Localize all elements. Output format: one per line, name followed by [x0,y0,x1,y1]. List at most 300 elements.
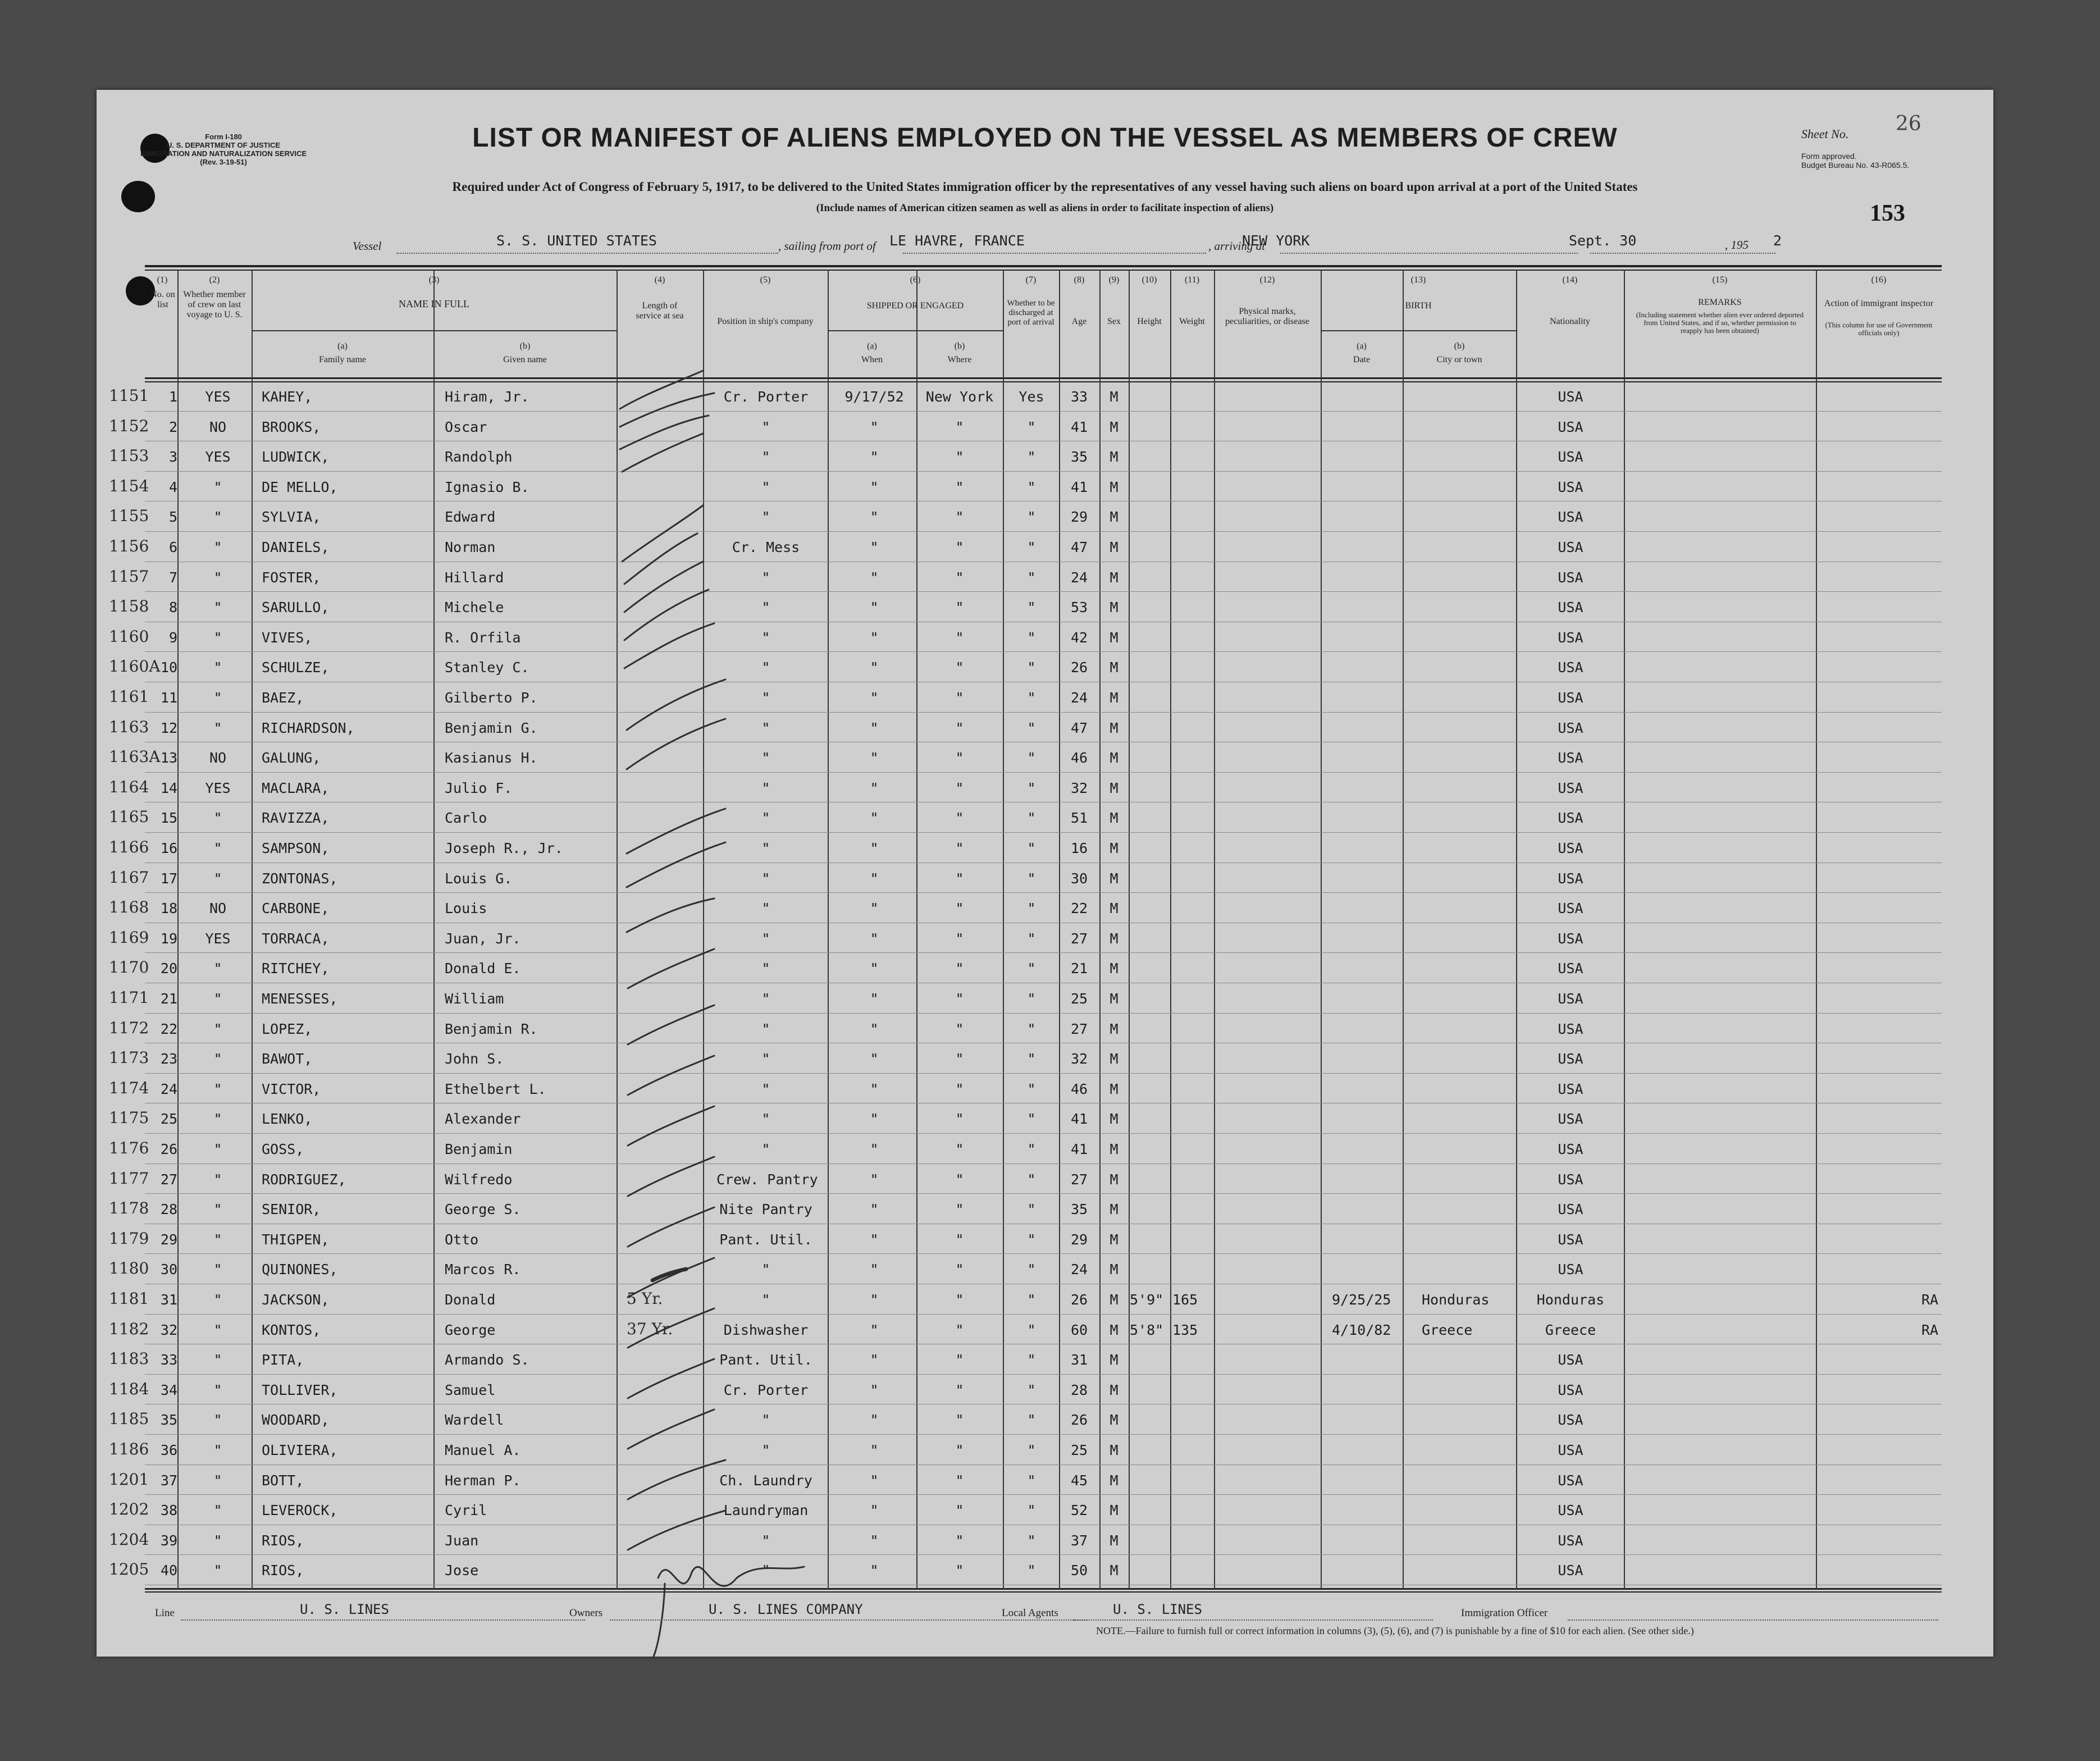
given-name: Randolph [445,449,513,466]
ref-number: 1180 [109,1259,149,1278]
age: 24 [1070,1261,1088,1278]
height: 5'8" [1130,1321,1164,1338]
to-be-discharged: " [1027,960,1036,977]
list-number: 33 [160,1352,177,1368]
shipped-where: " [955,599,964,616]
ref-number: 1155 [109,507,149,526]
age: 16 [1070,840,1088,856]
weight: 135 [1172,1321,1198,1338]
family-name: LENKO, [262,1111,313,1128]
shipped-when: " [870,1562,879,1579]
ref-number: 1202 [109,1500,149,1519]
shipped-where: " [955,1412,964,1429]
ref-number: 1181 [109,1289,149,1308]
prior-voyage: " [213,509,222,526]
list-number: 21 [160,991,177,1007]
prior-voyage: " [213,870,222,887]
to-be-discharged: Yes [1019,389,1044,405]
sex: M [1110,930,1119,947]
ref-number: 1163A [109,747,161,767]
shipped-when: " [870,1412,879,1429]
nationality: USA [1558,659,1583,676]
shipped-when: " [870,1442,879,1458]
ref-number: 1153 [109,446,149,466]
ref-number: 1154 [109,476,149,495]
list-number: 18 [160,900,177,917]
shipped-when: " [870,1201,879,1218]
position: " [761,1051,770,1067]
nationality: USA [1558,690,1583,706]
nationality: Greece [1545,1321,1596,1338]
ref-number: 1201 [109,1470,149,1489]
age: 30 [1070,870,1088,887]
given-name: Oscar [445,418,487,435]
to-be-discharged: " [1027,1111,1036,1128]
col12-number: (12) [1259,275,1275,285]
sex: M [1110,870,1119,887]
position: " [761,900,770,917]
sex: M [1110,418,1119,435]
given-name: Juan, Jr. [445,930,521,947]
nationality: USA [1558,1111,1583,1128]
ref-number: 1186 [109,1440,149,1458]
sex: M [1110,1532,1119,1549]
col5-number: (5) [760,275,771,285]
position: " [761,1080,770,1097]
family-name: BOTT, [262,1472,304,1489]
to-be-discharged: " [1027,1141,1036,1157]
position: " [761,840,770,856]
shipped-when: " [870,810,879,827]
prior-voyage: " [213,1051,222,1067]
given-name: Manuel A. [445,1442,521,1458]
to-be-discharged: " [1027,418,1036,435]
prior-voyage: " [213,1111,222,1128]
col11-header: Weight [1179,317,1205,326]
list-number: 24 [160,1080,177,1097]
nationality: USA [1558,449,1583,466]
list-number: 12 [160,719,177,736]
sex: M [1110,810,1119,827]
sex: M [1110,478,1119,495]
sex: M [1110,659,1119,676]
position: " [761,569,770,586]
list-number: 22 [160,1020,177,1037]
prior-voyage: NO [209,418,227,435]
nationality: USA [1558,539,1583,555]
nationality: USA [1558,1051,1583,1067]
ref-number: 1205 [109,1560,149,1579]
family-name: RODRIGUEZ, [262,1171,346,1188]
position: " [761,478,770,495]
shipped-when: " [870,418,879,435]
prior-voyage: " [213,1141,222,1157]
prior-voyage: " [213,1532,222,1549]
age: 32 [1070,779,1088,796]
sex: M [1110,1352,1119,1368]
shipped-when: " [870,1171,879,1188]
given-name: Michele [445,599,504,616]
shipped-where: " [955,478,964,495]
position: " [761,750,770,767]
to-be-discharged: " [1027,690,1036,706]
col3-number: (3) [428,275,440,285]
ref-number: 1172 [109,1018,149,1037]
shipped-when: " [870,930,879,947]
to-be-discharged: " [1027,1171,1036,1188]
position: " [761,779,770,796]
family-name: VICTOR, [262,1080,321,1097]
to-be-discharged: " [1027,1201,1036,1218]
shipped-where: " [955,1020,964,1037]
ref-number: 1170 [109,958,149,977]
position: Cr. Porter [723,1381,809,1398]
prior-voyage: " [213,599,222,616]
given-name: Alexander [445,1111,521,1128]
given-name: Julio F. [445,779,513,796]
given-name: Norman [445,539,496,555]
family-name: JACKSON, [262,1292,330,1308]
nationality: USA [1558,569,1583,586]
to-be-discharged: " [1027,1472,1036,1489]
list-number: 25 [160,1111,177,1128]
to-be-discharged: " [1027,750,1036,767]
shipped-where: " [955,1502,964,1519]
sex: M [1110,1292,1119,1308]
col6a-number: (a) [867,341,877,351]
shipped-where: " [955,1532,964,1549]
col8-number: (8) [1074,275,1085,285]
col11-number: (11) [1184,275,1200,285]
nationality: USA [1558,870,1583,887]
given-name: Otto [445,1231,479,1248]
position: " [761,418,770,435]
ref-number: 1176 [109,1139,149,1157]
sex: M [1110,900,1119,917]
shipped-where: " [955,629,964,646]
nationality: USA [1558,1261,1583,1278]
prior-voyage: YES [205,930,231,947]
ref-number: 1160A [109,657,161,676]
prior-voyage: " [213,1201,222,1218]
age: 26 [1070,1412,1088,1429]
ref-number: 1185 [109,1409,149,1429]
col6b-number: (b) [954,341,965,351]
family-name: BAWOT, [262,1051,313,1067]
age: 26 [1070,659,1088,676]
to-be-discharged: " [1027,1080,1036,1097]
list-number: 10 [160,659,177,676]
age: 27 [1070,1020,1088,1037]
list-number: 34 [160,1381,177,1398]
to-be-discharged: " [1027,569,1036,586]
prior-voyage: " [213,1442,222,1458]
given-name: Ignasio B. [445,478,529,495]
given-name: Edward [445,509,496,526]
family-name: OLIVIERA, [262,1442,338,1458]
to-be-discharged: " [1027,1321,1036,1338]
col3b-number: (b) [519,341,531,351]
family-name: ZONTONAS, [262,870,338,887]
shipped-when: " [870,1292,879,1308]
position: " [761,930,770,947]
col13-number: (13) [1410,275,1426,285]
ref-number: 1177 [109,1169,149,1188]
age: 41 [1070,1111,1088,1128]
ref-number: 1168 [109,898,149,917]
list-number: 29 [160,1231,177,1248]
shipped-when: " [870,1111,879,1128]
inspector-action: RA [1921,1321,1939,1338]
sex: M [1110,1020,1119,1037]
list-number: 23 [160,1051,177,1067]
to-be-discharged: " [1027,1020,1036,1037]
col15-note: (Including statement whether alien ever ordered deported from United States, and if so, whether permission to reapply has been obtained) [1636,311,1804,335]
sex: M [1110,1201,1119,1218]
length-of-service: 5 Yr. [627,1289,663,1308]
ref-number: 1151 [109,386,149,405]
prior-voyage: " [213,539,222,555]
to-be-discharged: " [1027,719,1036,736]
sex: M [1110,960,1119,977]
to-be-discharged: " [1027,1261,1036,1278]
family-name: GALUNG, [262,750,321,767]
birth-city: Honduras [1422,1292,1490,1308]
shipped-where: " [955,659,964,676]
position: Pant. Util. [719,1352,812,1368]
prior-voyage: " [213,1412,222,1429]
birth-date: 9/25/25 [1332,1292,1391,1308]
col15-header: REMARKS [1698,298,1742,307]
age: 52 [1070,1502,1088,1519]
col9-header: Sex [1107,317,1121,326]
shipped-when: 9/17/52 [844,389,904,405]
list-number: 37 [160,1472,177,1489]
to-be-discharged: " [1027,449,1036,466]
family-name: SAMPSON, [262,840,330,856]
given-name: Ethelbert L. [445,1080,546,1097]
age: 37 [1070,1532,1088,1549]
sex: M [1110,1442,1119,1458]
given-name: Cyril [445,1502,487,1519]
sheet-label: Sheet No. [1801,127,1849,141]
nationality: USA [1558,478,1583,495]
dotted-rule [610,1619,1087,1621]
shipped-where: " [955,539,964,555]
page-number: 153 [1870,200,1905,226]
age: 25 [1070,991,1088,1007]
shipped-when: " [870,599,879,616]
shipped-where: " [955,569,964,586]
manifest-sheet [97,90,1993,1657]
given-name: Samuel [445,1381,496,1398]
position: Dishwasher [723,1321,809,1338]
list-number: 19 [160,930,177,947]
given-name: William [445,991,504,1007]
position: " [761,1141,770,1157]
prior-voyage: " [213,840,222,856]
arrival-port: NEW YORK [1242,232,1310,249]
age: 24 [1070,690,1088,706]
age: 47 [1070,719,1088,736]
ref-number: 1179 [109,1229,149,1248]
family-name: PITA, [262,1352,304,1368]
nationality: USA [1558,1171,1583,1188]
list-number: 8 [168,599,177,616]
age: 41 [1070,478,1088,495]
age: 32 [1070,1051,1088,1067]
ref-number: 1165 [109,807,149,827]
ref-number: 1166 [109,838,149,856]
position: Nite Pantry [719,1201,812,1218]
sex: M [1110,389,1119,405]
ref-number: 1163 [109,717,149,736]
position: " [761,599,770,616]
sex: M [1110,719,1119,736]
sailing-label: , sailing from port of [778,239,876,253]
ref-number: 1160 [109,627,149,646]
shipped-where: " [955,690,964,706]
shipped-where: " [955,1292,964,1308]
position: Ch. Laundry [719,1472,812,1489]
shipped-where: " [955,1201,964,1218]
document-subtitle: Required under Act of Congress of February 5, 1917, to be delivered to the United States immigration officer by the representatives of any vessel having such aliens on board upon arrival at a port of the United States [452,180,1638,194]
nationality: USA [1558,1020,1583,1037]
family-name: VIVES, [262,629,313,646]
shipped-when: " [870,1532,879,1549]
ref-number: 1204 [109,1530,149,1549]
list-number: 28 [160,1201,177,1218]
shipped-when: " [870,1261,879,1278]
sex: M [1110,1080,1119,1097]
col16-note: (This column for use of Government officials only) [1825,321,1933,337]
owners-label: Owners [569,1607,603,1619]
family-name: RITCHEY, [262,960,330,977]
shipped-where: " [955,1352,964,1368]
position: " [761,1261,770,1278]
list-number: 14 [160,779,177,796]
form-number: Form I-180 [205,133,242,141]
to-be-discharged: " [1027,1532,1036,1549]
shipped-when: " [870,659,879,676]
prior-voyage: " [213,810,222,827]
position: Cr. Mess [732,539,800,555]
prior-voyage: " [213,478,222,495]
nationality: USA [1558,779,1583,796]
sex: M [1110,1381,1119,1398]
document-title: LIST OR MANIFEST OF ALIENS EMPLOYED ON THE VESSEL AS MEMBERS OF CREW [472,123,1618,153]
agents-label: Local Agents [1002,1607,1058,1619]
age: 50 [1070,1562,1088,1579]
birth-date: 4/10/82 [1332,1321,1391,1338]
sex: M [1110,1051,1119,1067]
col9-number: (9) [1108,275,1120,285]
position: " [761,991,770,1007]
list-number: 30 [160,1261,177,1278]
nationality: USA [1558,719,1583,736]
to-be-discharged: " [1027,840,1036,856]
position: " [761,870,770,887]
ref-number: 1167 [109,868,149,887]
shipped-when: " [870,1381,879,1398]
position: " [761,719,770,736]
nationality: USA [1558,418,1583,435]
position: " [761,1111,770,1128]
col6-header: SHIPPED OR ENGAGED [866,301,964,311]
age: 24 [1070,569,1088,586]
nationality: USA [1558,1412,1583,1429]
given-name: Benjamin G. [445,719,538,736]
age: 21 [1070,960,1088,977]
shipped-when: " [870,629,879,646]
to-be-discharged: " [1027,1502,1036,1519]
dotted-rule [181,1619,585,1621]
prior-voyage: " [213,1080,222,1097]
ref-number: 1171 [109,988,149,1007]
list-number: 13 [160,750,177,767]
given-name: Louis [445,900,487,917]
prior-voyage: " [213,1472,222,1489]
family-name: SENIOR, [262,1201,321,1218]
prior-voyage: " [213,1321,222,1338]
family-name: CARBONE, [262,900,330,917]
family-name: BROOKS, [262,418,321,435]
shipped-where: " [955,449,964,466]
to-be-discharged: " [1027,599,1036,616]
age: 31 [1070,1352,1088,1368]
local-agents: U. S. LINES [1113,1602,1202,1617]
age: 41 [1070,1141,1088,1157]
given-name: Carlo [445,810,487,827]
arrival-date: Sept. 30 [1569,232,1637,249]
sex: M [1110,629,1119,646]
sex: M [1110,1111,1119,1128]
prior-voyage: YES [205,779,231,796]
to-be-discharged: " [1027,629,1036,646]
line-label: Line [155,1607,175,1619]
shipped-when: " [870,1502,879,1519]
shipped-when: " [870,960,879,977]
sex: M [1110,569,1119,586]
shipping-line: U. S. LINES [300,1602,389,1617]
to-be-discharged: " [1027,1442,1036,1458]
nationality: USA [1558,599,1583,616]
arriving-label: , arriving at [1208,239,1265,253]
col15-number: (15) [1712,275,1728,285]
nationality: USA [1558,900,1583,917]
prior-voyage: NO [209,900,227,917]
col13a-header: Date [1353,355,1371,364]
shipped-where: " [955,810,964,827]
list-number: 20 [160,960,177,977]
to-be-discharged: " [1027,1051,1036,1067]
family-name: LUDWICK, [262,449,330,466]
prior-voyage: " [213,1352,222,1368]
shipped-where: " [955,840,964,856]
given-name: Hillard [445,569,504,586]
family-name: RIOS, [262,1532,304,1549]
sex: M [1110,1412,1119,1429]
to-be-discharged: " [1027,1381,1036,1398]
to-be-discharged: " [1027,870,1036,887]
position: Crew. Pantry [716,1171,818,1188]
family-name: RICHARDSON, [262,719,355,736]
shipped-when: " [870,569,879,586]
given-name: Herman P. [445,1472,521,1489]
vessel-name: S. S. UNITED STATES [496,232,657,249]
sex: M [1110,1562,1119,1579]
prior-voyage: NO [209,750,227,767]
